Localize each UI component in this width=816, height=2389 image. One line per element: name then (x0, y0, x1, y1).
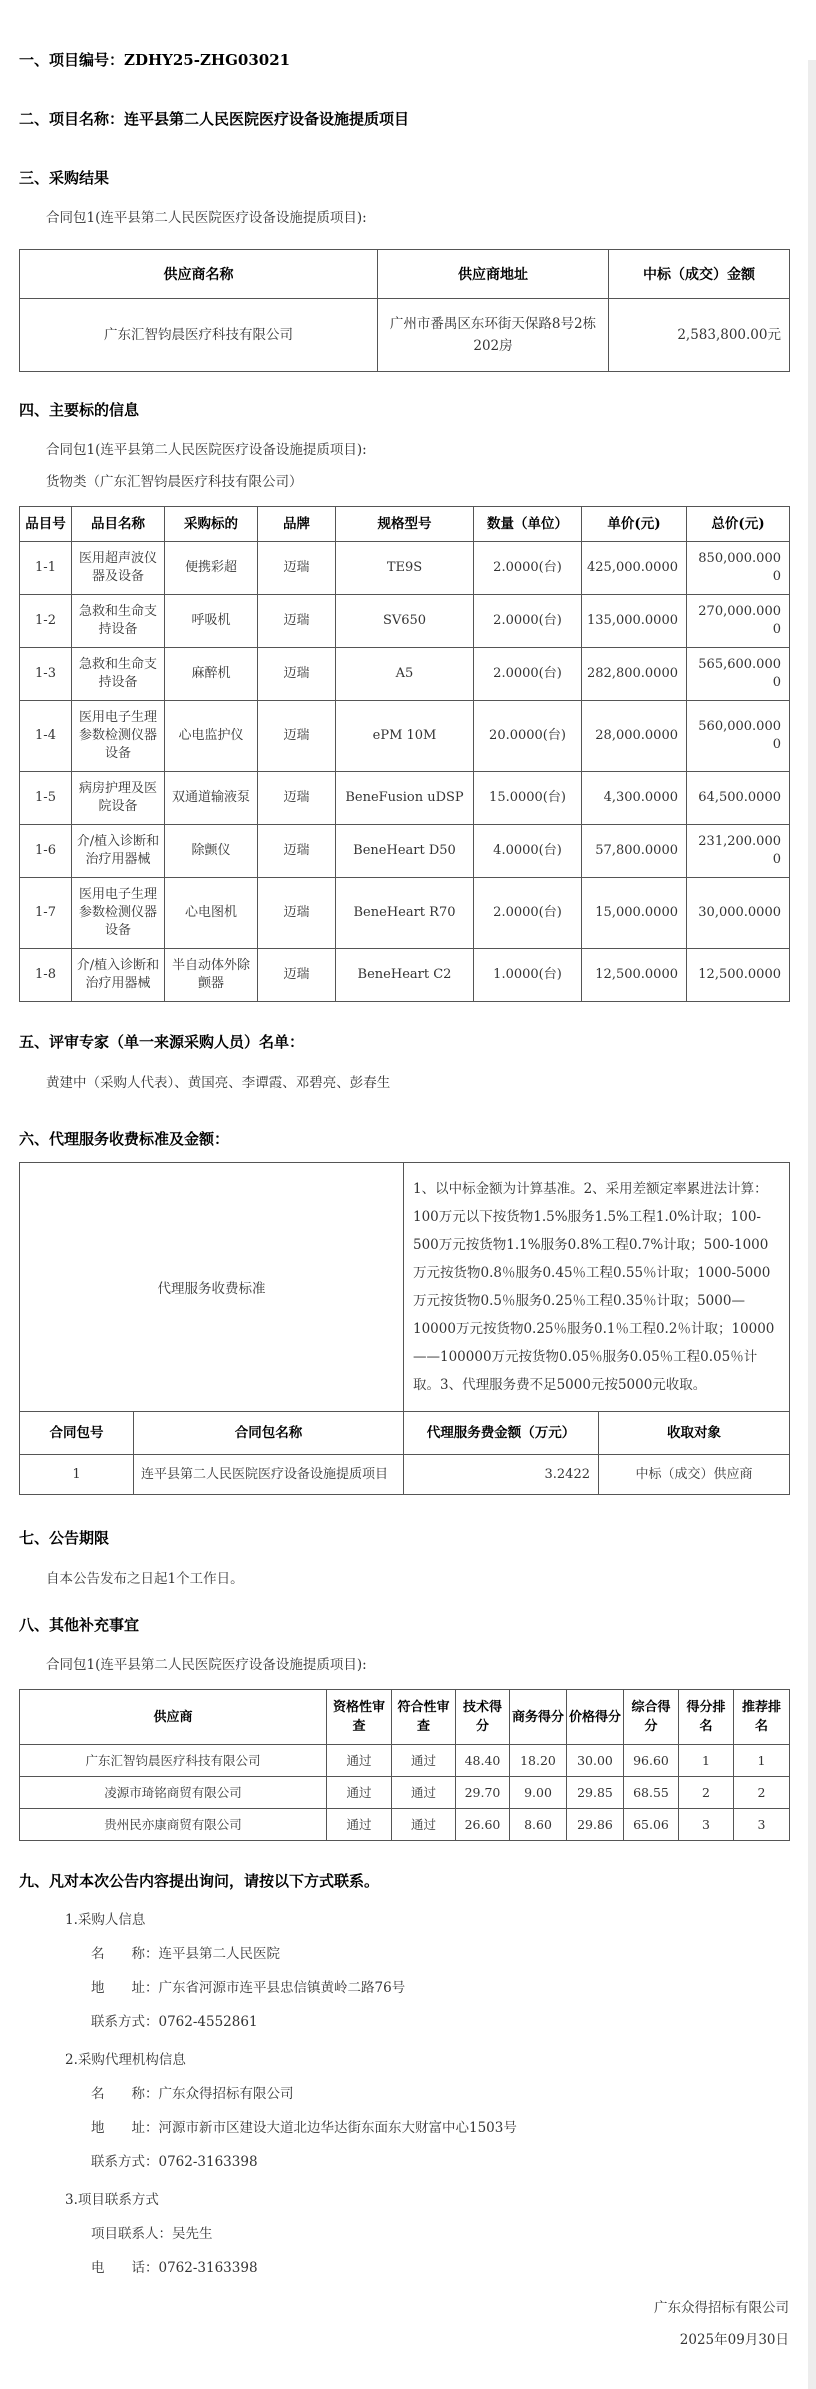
table-header-row (20, 507, 790, 542)
column-header: 供应商名称 (20, 250, 378, 299)
table-cell: 迈瑞 (258, 648, 336, 701)
table-row (20, 1745, 790, 1777)
table-cell: 4.0000(台) (474, 825, 582, 878)
bid-package-line: 合同包1(连平县第二人民医院医疗设备设施提质项目): (46, 442, 367, 458)
column-header: 价格得分 (567, 1690, 624, 1745)
table-cell: 广州市番禺区东环街天保路8号2栋202房 (378, 299, 609, 372)
table-cell: 29.70 (456, 1777, 510, 1809)
column-header: 单价(元) (582, 507, 687, 542)
items-table (19, 506, 790, 1002)
section-contact-title: 九、凡对本次公告内容提出询问，请按以下方式联系。 (19, 1872, 380, 1890)
table-cell: 28,000.0000 (582, 701, 687, 772)
column-header: 商务得分 (510, 1690, 567, 1745)
column-header: 符合性审查 (392, 1690, 456, 1745)
table-row (20, 949, 790, 1002)
fee-amount-table (19, 1411, 790, 1495)
project-contact-heading: 3.项目联系方式 (65, 2192, 159, 2208)
table-cell: 医用超声波仪器及设备 (72, 542, 165, 595)
table-cell: 3.2422 (404, 1455, 599, 1495)
table-row (20, 595, 790, 648)
project-number-value: ZDHY25-ZHG03021 (124, 51, 291, 69)
fee-standard-table (19, 1162, 790, 1412)
table-cell: 68.55 (624, 1777, 679, 1809)
table-row (20, 1809, 790, 1841)
section-procurement-result-title: 三、采购结果 (19, 169, 110, 187)
column-header: 得分排名 (679, 1690, 734, 1745)
column-header: 采购标的 (165, 507, 258, 542)
evaluation-table (19, 1689, 790, 1841)
table-cell: BeneHeart D50 (336, 825, 474, 878)
table-cell: 迈瑞 (258, 595, 336, 648)
table-cell: 连平县第二人民医院医疗设备设施提质项目 (134, 1455, 404, 1495)
field-value: 0762-3163398 (158, 2154, 258, 2170)
scrollbar[interactable] (808, 60, 816, 2389)
table-cell: 医用电子生理参数检测仪器设备 (72, 878, 165, 949)
table-cell: BeneHeart C2 (336, 949, 474, 1002)
table-cell: 1 (20, 1455, 134, 1495)
table-cell: A5 (336, 648, 474, 701)
table-cell: 便携彩超 (165, 542, 258, 595)
table-cell: 282,800.0000 (582, 648, 687, 701)
column-header: 品目号 (20, 507, 72, 542)
table-cell: 9.00 (510, 1777, 567, 1809)
table-cell: 1-7 (20, 878, 72, 949)
table-cell: 中标（成交）供应商 (599, 1455, 790, 1495)
table-cell: 通过 (327, 1809, 392, 1841)
table-cell: 急救和生命支持设备 (72, 595, 165, 648)
table-cell: 1-1 (20, 542, 72, 595)
field-label: 名 称： (91, 2086, 159, 2102)
table-row (20, 648, 790, 701)
table-cell: 2.0000(台) (474, 542, 582, 595)
procurement-result-table (19, 249, 790, 372)
table-row (20, 772, 790, 825)
table-row (20, 1455, 790, 1495)
column-header: 规格型号 (336, 507, 474, 542)
agency-phone-line (91, 2153, 789, 2171)
field-value: 0762-4552861 (158, 2014, 258, 2030)
footer-company: 广东众得招标有限公司 (654, 2300, 789, 2316)
table-cell: 麻醉机 (165, 648, 258, 701)
project-name-label: 二、项目名称： (19, 110, 125, 128)
table-cell: 3 (734, 1809, 790, 1841)
table-cell: 双通道输液泵 (165, 772, 258, 825)
section-agency-fee-title: 六、代理服务收费标准及金额： (19, 1130, 230, 1148)
column-header: 代理服务费金额（万元） (404, 1412, 599, 1455)
table-cell: 1-2 (20, 595, 72, 648)
table-cell: 1 (679, 1745, 734, 1777)
table-cell: ePM 10M (336, 701, 474, 772)
project-contact-person-line (91, 2225, 789, 2243)
table-cell: 3 (679, 1809, 734, 1841)
table-cell: 850,000.0000 (687, 542, 790, 595)
table-cell: 病房护理及医院设备 (72, 772, 165, 825)
table-cell: 96.60 (624, 1745, 679, 1777)
field-value: 河源市新市区建设大道北边华达街东面东大财富中心1503号 (158, 2120, 517, 2136)
table-cell: 29.85 (567, 1777, 624, 1809)
purchaser-name-line (91, 1945, 789, 1963)
table-cell: 4,300.0000 (582, 772, 687, 825)
table-cell: 18.20 (510, 1745, 567, 1777)
table-cell: 广东汇智钧晨医疗科技有限公司 (20, 1745, 327, 1777)
table-row (20, 1163, 790, 1412)
field-label: 联系方式： (91, 2014, 159, 2030)
table-cell: 医用电子生理参数检测仪器设备 (72, 701, 165, 772)
field-label: 地 址： (91, 1980, 159, 1996)
table-cell: 57,800.0000 (582, 825, 687, 878)
table-cell: 迈瑞 (258, 825, 336, 878)
table-cell: 迈瑞 (258, 772, 336, 825)
table-cell: 迈瑞 (258, 949, 336, 1002)
table-cell: 560,000.0000 (687, 701, 790, 772)
section-experts-title: 五、评审专家（单一来源采购人员）名单： (19, 1033, 305, 1051)
purchaser-info-heading: 1.采购人信息 (65, 1912, 146, 1928)
table-cell: 65.06 (624, 1809, 679, 1841)
table-cell: BeneFusion uDSP (336, 772, 474, 825)
column-header: 供应商 (20, 1690, 327, 1745)
goods-category-line: 货物类（广东汇智钧晨医疗科技有限公司） (46, 474, 303, 490)
table-cell: SV650 (336, 595, 474, 648)
table-cell: 迈瑞 (258, 542, 336, 595)
section-supplementary-title: 八、其他补充事宜 (19, 1616, 140, 1634)
announcement-period-text: 自本公告发布之日起1个工作日。 (46, 1571, 244, 1587)
table-cell: 565,600.0000 (687, 648, 790, 701)
table-header-row (20, 250, 790, 299)
agency-info-heading: 2.采购代理机构信息 (65, 2052, 186, 2068)
table-cell: 2.0000(台) (474, 648, 582, 701)
table-cell: 2.0000(台) (474, 878, 582, 949)
table-row (20, 825, 790, 878)
column-header: 供应商地址 (378, 250, 609, 299)
column-header: 资格性审查 (327, 1690, 392, 1745)
project-number-label: 一、项目编号： (19, 51, 125, 69)
field-label: 项目联系人： (91, 2226, 172, 2242)
fee-standard-text: 1、以中标金额为计算基准。2、采用差额定率累进法计算：100万元以下按货物1.5%服务1.5%工程1.0%计取；100-500万元按货物1.1%服务0.8%工程0.7%计取；500-1000万元按货物0.8％服务0.45％工程0.55％计取；1000-5000万元按货物0.5％服务0.25％工程0.35％计取；5000—10000万元按货物0.25％服务0.1％工程0.2％计取；10000——100000万元按货物0.05％服务0.05％工程0.05％计取。3、代理服务费不足5000元按5000元收取。 (404, 1163, 790, 1412)
column-header: 品牌 (258, 507, 336, 542)
table-row (20, 542, 790, 595)
section-main-bid-title: 四、主要标的信息 (19, 401, 140, 419)
table-cell: BeneHeart R70 (336, 878, 474, 949)
table-cell: 心电监护仪 (165, 701, 258, 772)
section-project-number (19, 50, 789, 70)
table-cell: 1-3 (20, 648, 72, 701)
project-contact-phone-line (91, 2259, 789, 2277)
section-project-name (19, 109, 789, 129)
table-cell: 心电图机 (165, 878, 258, 949)
table-cell: 2 (679, 1777, 734, 1809)
table-cell: 8.60 (510, 1809, 567, 1841)
table-row (20, 1777, 790, 1809)
column-header: 综合得分 (624, 1690, 679, 1745)
table-cell: 2,583,800.00元 (609, 299, 790, 372)
agency-name-line (91, 2085, 789, 2103)
table-cell: 15.0000(台) (474, 772, 582, 825)
table-cell: 12,500.0000 (582, 949, 687, 1002)
column-header: 收取对象 (599, 1412, 790, 1455)
table-cell: 贵州民亦康商贸有限公司 (20, 1809, 327, 1841)
table-cell: 通过 (392, 1777, 456, 1809)
field-value: 广东省河源市连平县忠信镇黄岭二路76号 (158, 1980, 406, 1996)
table-cell: 1-5 (20, 772, 72, 825)
field-label: 名 称： (91, 1946, 159, 1962)
table-cell: 迈瑞 (258, 878, 336, 949)
table-cell: 30,000.0000 (687, 878, 790, 949)
field-value: 0762-3163398 (158, 2260, 258, 2276)
table-cell: 20.0000(台) (474, 701, 582, 772)
table-cell: 231,200.0000 (687, 825, 790, 878)
field-value: 连平县第二人民医院 (158, 1946, 280, 1962)
table-cell: 广东汇智钧晨医疗科技有限公司 (20, 299, 378, 372)
table-cell: 1-4 (20, 701, 72, 772)
table-cell: 29.86 (567, 1809, 624, 1841)
table-cell: 急救和生命支持设备 (72, 648, 165, 701)
table-cell: 除颤仪 (165, 825, 258, 878)
table-cell: 通过 (392, 1809, 456, 1841)
fee-standard-label: 代理服务收费标准 (20, 1163, 404, 1412)
table-row (20, 701, 790, 772)
table-cell: 2 (734, 1777, 790, 1809)
table-cell: 通过 (327, 1777, 392, 1809)
table-cell: 通过 (392, 1745, 456, 1777)
table-header-row (20, 1412, 790, 1455)
table-cell: 425,000.0000 (582, 542, 687, 595)
table-cell: 通过 (327, 1745, 392, 1777)
column-header: 数量（单位） (474, 507, 582, 542)
column-header: 总价(元) (687, 507, 790, 542)
column-header: 技术得分 (456, 1690, 510, 1745)
table-cell: 12,500.0000 (687, 949, 790, 1002)
field-label: 地 址： (91, 2120, 159, 2136)
field-value: 吴先生 (172, 2226, 213, 2242)
table-cell: 30.00 (567, 1745, 624, 1777)
table-cell: 迈瑞 (258, 701, 336, 772)
table-cell: 1.0000(台) (474, 949, 582, 1002)
column-header: 推荐排名 (734, 1690, 790, 1745)
purchaser-phone-line (91, 2013, 789, 2031)
section-announcement-period-title: 七、公告期限 (19, 1529, 110, 1547)
table-cell: 介/植入诊断和治疗用器械 (72, 825, 165, 878)
table-row (20, 878, 790, 949)
table-cell: 2.0000(台) (474, 595, 582, 648)
table-cell: 凌源市琦铭商贸有限公司 (20, 1777, 327, 1809)
table-cell: 64,500.0000 (687, 772, 790, 825)
table-cell: 270,000.0000 (687, 595, 790, 648)
table-header-row (20, 1690, 790, 1745)
table-cell: 1 (734, 1745, 790, 1777)
table-cell: 26.60 (456, 1809, 510, 1841)
supplementary-package-line: 合同包1(连平县第二人民医院医疗设备设施提质项目): (46, 1657, 367, 1673)
footer-date: 2025年09月30日 (679, 2332, 789, 2348)
table-cell: 呼吸机 (165, 595, 258, 648)
table-cell: 135,000.0000 (582, 595, 687, 648)
column-header: 合同包号 (20, 1412, 134, 1455)
column-header: 中标（成交）金额 (609, 250, 790, 299)
experts-list: 黄建中（采购人代表）、黄国亮、李谭霞、邓碧亮、彭春生 (46, 1075, 391, 1091)
table-cell: 15,000.0000 (582, 878, 687, 949)
table-cell: 1-8 (20, 949, 72, 1002)
column-header: 品目名称 (72, 507, 165, 542)
table-row (20, 299, 790, 372)
table-cell: 48.40 (456, 1745, 510, 1777)
agency-address-line (91, 2119, 789, 2137)
table-cell: 1-6 (20, 825, 72, 878)
table-cell: 半自动体外除颤器 (165, 949, 258, 1002)
project-name-value: 连平县第二人民医院医疗设备设施提质项目 (124, 110, 410, 128)
table-cell: 介/植入诊断和治疗用器械 (72, 949, 165, 1002)
table-cell: TE9S (336, 542, 474, 595)
result-package-line: 合同包1(连平县第二人民医院医疗设备设施提质项目): (46, 210, 367, 226)
field-label: 联系方式： (91, 2154, 159, 2170)
purchaser-address-line (91, 1979, 789, 1997)
field-label: 电 话： (91, 2260, 159, 2276)
column-header: 合同包名称 (134, 1412, 404, 1455)
field-value: 广东众得招标有限公司 (158, 2086, 294, 2102)
